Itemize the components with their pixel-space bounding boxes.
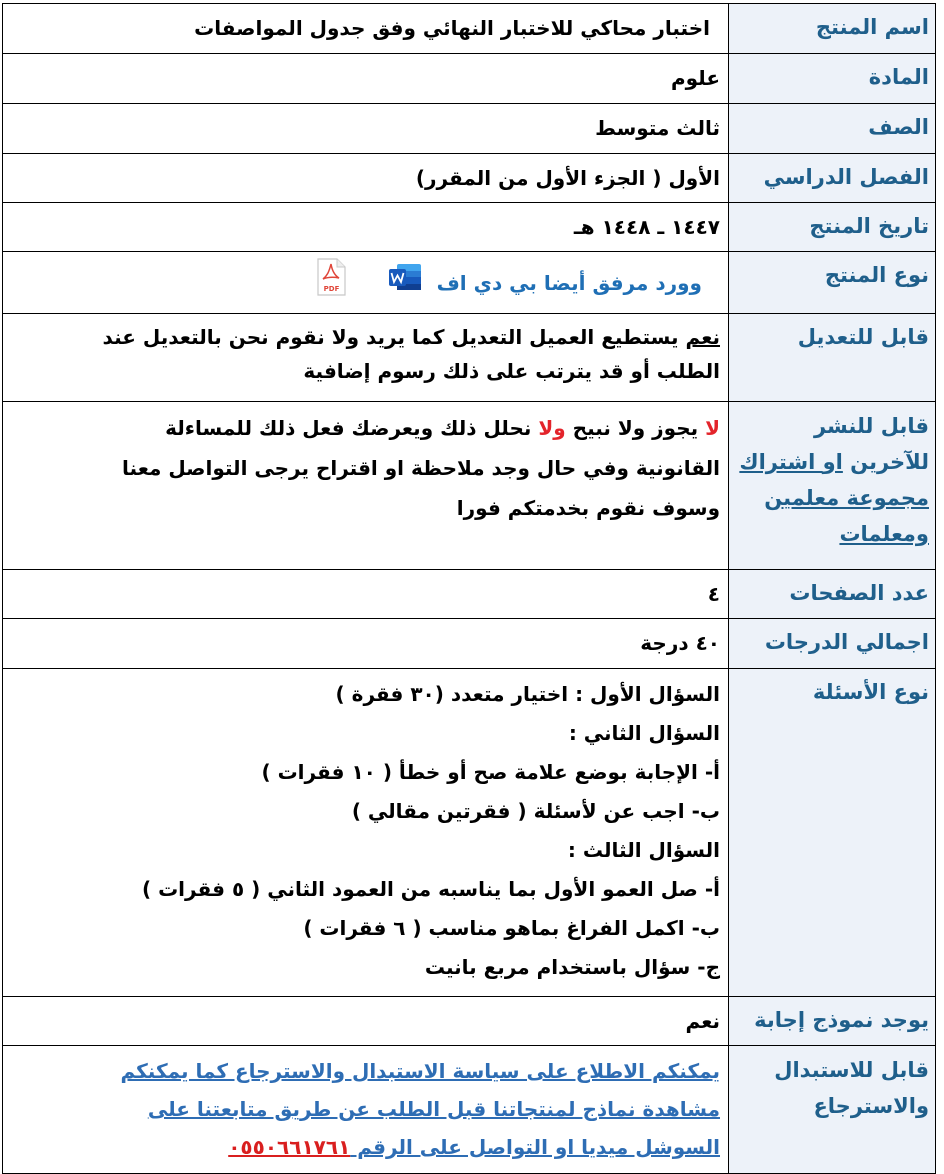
svg-text:PDF: PDF <box>323 285 339 293</box>
label-date: تاريخ المنتج <box>729 203 936 252</box>
refund-label-line2: والاسترجاع <box>813 1094 929 1118</box>
label-pages: عدد الصفحات <box>729 570 936 619</box>
publish-line2: القانونية وفي حال وجد ملاحظة او اقتراح يرجى التواصل معنا <box>122 456 720 480</box>
question-line: ب- اكمل الفراغ بماهو مناسب ( ٦ فقرات ) <box>303 916 720 940</box>
publish-red2: ولا <box>538 416 566 440</box>
value-refund <box>3 1046 729 1174</box>
value-type-cell <box>3 252 729 314</box>
question-line: ب- اجب عن لأسئلة ( فقرتين مقالي ) <box>351 799 720 823</box>
row-editable <box>3 314 936 402</box>
phone-number[interactable]: ٠٥٥٠٦٦١٧٦١ <box>228 1135 351 1159</box>
product-spec-sheet <box>2 3 936 1174</box>
label-answer-key: يوجد نموذج إجابة <box>729 997 936 1046</box>
value-pages: ٤ <box>3 570 729 619</box>
publish-label-line2b: اشتراك <box>739 450 823 474</box>
label-editable: قابل للتعديل <box>729 314 936 402</box>
label-refund <box>729 1046 936 1174</box>
value-type: وورد مرفق أيضا بي دي اف <box>436 270 702 295</box>
publish-label-line2a: للآخرين <box>842 450 929 474</box>
value-total: ٤٠ درجة <box>3 619 729 669</box>
editable-yes: نعم <box>685 325 720 349</box>
value-answer-key: نعم <box>3 997 729 1046</box>
value-semester: الأول ( الجزء الأول من المقرر) <box>3 154 729 203</box>
row-refund <box>3 1046 936 1174</box>
value-publish <box>3 402 729 570</box>
value-grade: ثالث متوسط <box>3 104 729 154</box>
editable-line2: الطلب أو قد يترتب على ذلك رسوم إضافية <box>303 359 720 383</box>
row-product-name <box>3 4 936 54</box>
word-icon <box>387 262 423 303</box>
file-type-icons <box>315 258 423 307</box>
publish-red1: لا <box>705 416 720 440</box>
publish-blue1: يجوز ولا نبيح <box>565 416 706 440</box>
row-publish <box>3 402 936 570</box>
product-spec-table <box>2 3 936 1174</box>
row-subject <box>3 54 936 104</box>
label-type: نوع المنتج <box>729 252 936 314</box>
label-grade: الصف <box>729 104 936 154</box>
question-line: السؤال الثاني : <box>568 721 720 745</box>
row-pages <box>3 570 936 619</box>
row-questions <box>3 669 936 997</box>
label-product-name: اسم المنتج <box>729 4 936 54</box>
refund-line3[interactable]: السوشل ميديا او التواصل على الرقم <box>350 1135 720 1159</box>
publish-blue2: نحلل ذلك ويعرضك فعل ذلك للمساءلة <box>165 416 539 440</box>
value-questions <box>3 669 729 997</box>
label-semester: الفصل الدراسي <box>729 154 936 203</box>
question-line: أ- الإجابة بوضع علامة صح أو خطأ ( ١٠ فقرات ) <box>261 760 720 784</box>
question-line: ج- سؤال باستخدام مربع بانيت <box>424 955 720 979</box>
refund-label-line1: قابل للاستبدال <box>774 1058 929 1082</box>
label-subject: المادة <box>729 54 936 104</box>
row-type <box>3 252 936 314</box>
row-date <box>3 203 936 252</box>
row-semester <box>3 154 936 203</box>
editable-line1: يستطيع العميل التعديل كما يريد ولا نقوم نحن بالتعديل عند <box>102 325 686 349</box>
publish-label-line3: مجموعة معلمين <box>764 486 929 510</box>
row-grade <box>3 104 936 154</box>
publish-label-line4: ومعلمات <box>839 522 929 546</box>
row-answer-key <box>3 997 936 1046</box>
question-line: السؤال الثالث : <box>567 838 720 862</box>
label-total: اجمالي الدرجات <box>729 619 936 669</box>
question-line: السؤال الأول : اختيار متعدد (٣٠ فقرة ) <box>335 682 720 706</box>
publish-label-or: او <box>822 450 843 474</box>
value-product-name: اختبار محاكي للاختبار النهائي وفق جدول المواصفات <box>3 4 729 54</box>
publish-label-line1: قابل للنشر <box>813 414 929 438</box>
question-line: أ- صل العمو الأول بما يناسبه من العمود الثاني ( ٥ فقرات ) <box>141 877 720 901</box>
row-total <box>3 619 936 669</box>
value-editable <box>3 314 729 402</box>
publish-line3: وسوف نقوم بخدمتكم فورا <box>456 496 720 520</box>
value-date: ١٤٤٧ ـ ١٤٤٨ هـ <box>3 203 729 252</box>
refund-line2[interactable]: مشاهدة نماذج لمنتجاتنا قبل الطلب عن طريق متابعتنا على <box>147 1097 720 1121</box>
pdf-icon <box>315 258 347 307</box>
value-subject: علوم <box>3 54 729 104</box>
refund-line1[interactable]: يمكنكم الاطلاع على سياسة الاستبدال والاسترجاع كما يمكنكم <box>120 1059 720 1083</box>
label-questions: نوع الأسئلة <box>729 669 936 997</box>
label-publish <box>729 402 936 570</box>
